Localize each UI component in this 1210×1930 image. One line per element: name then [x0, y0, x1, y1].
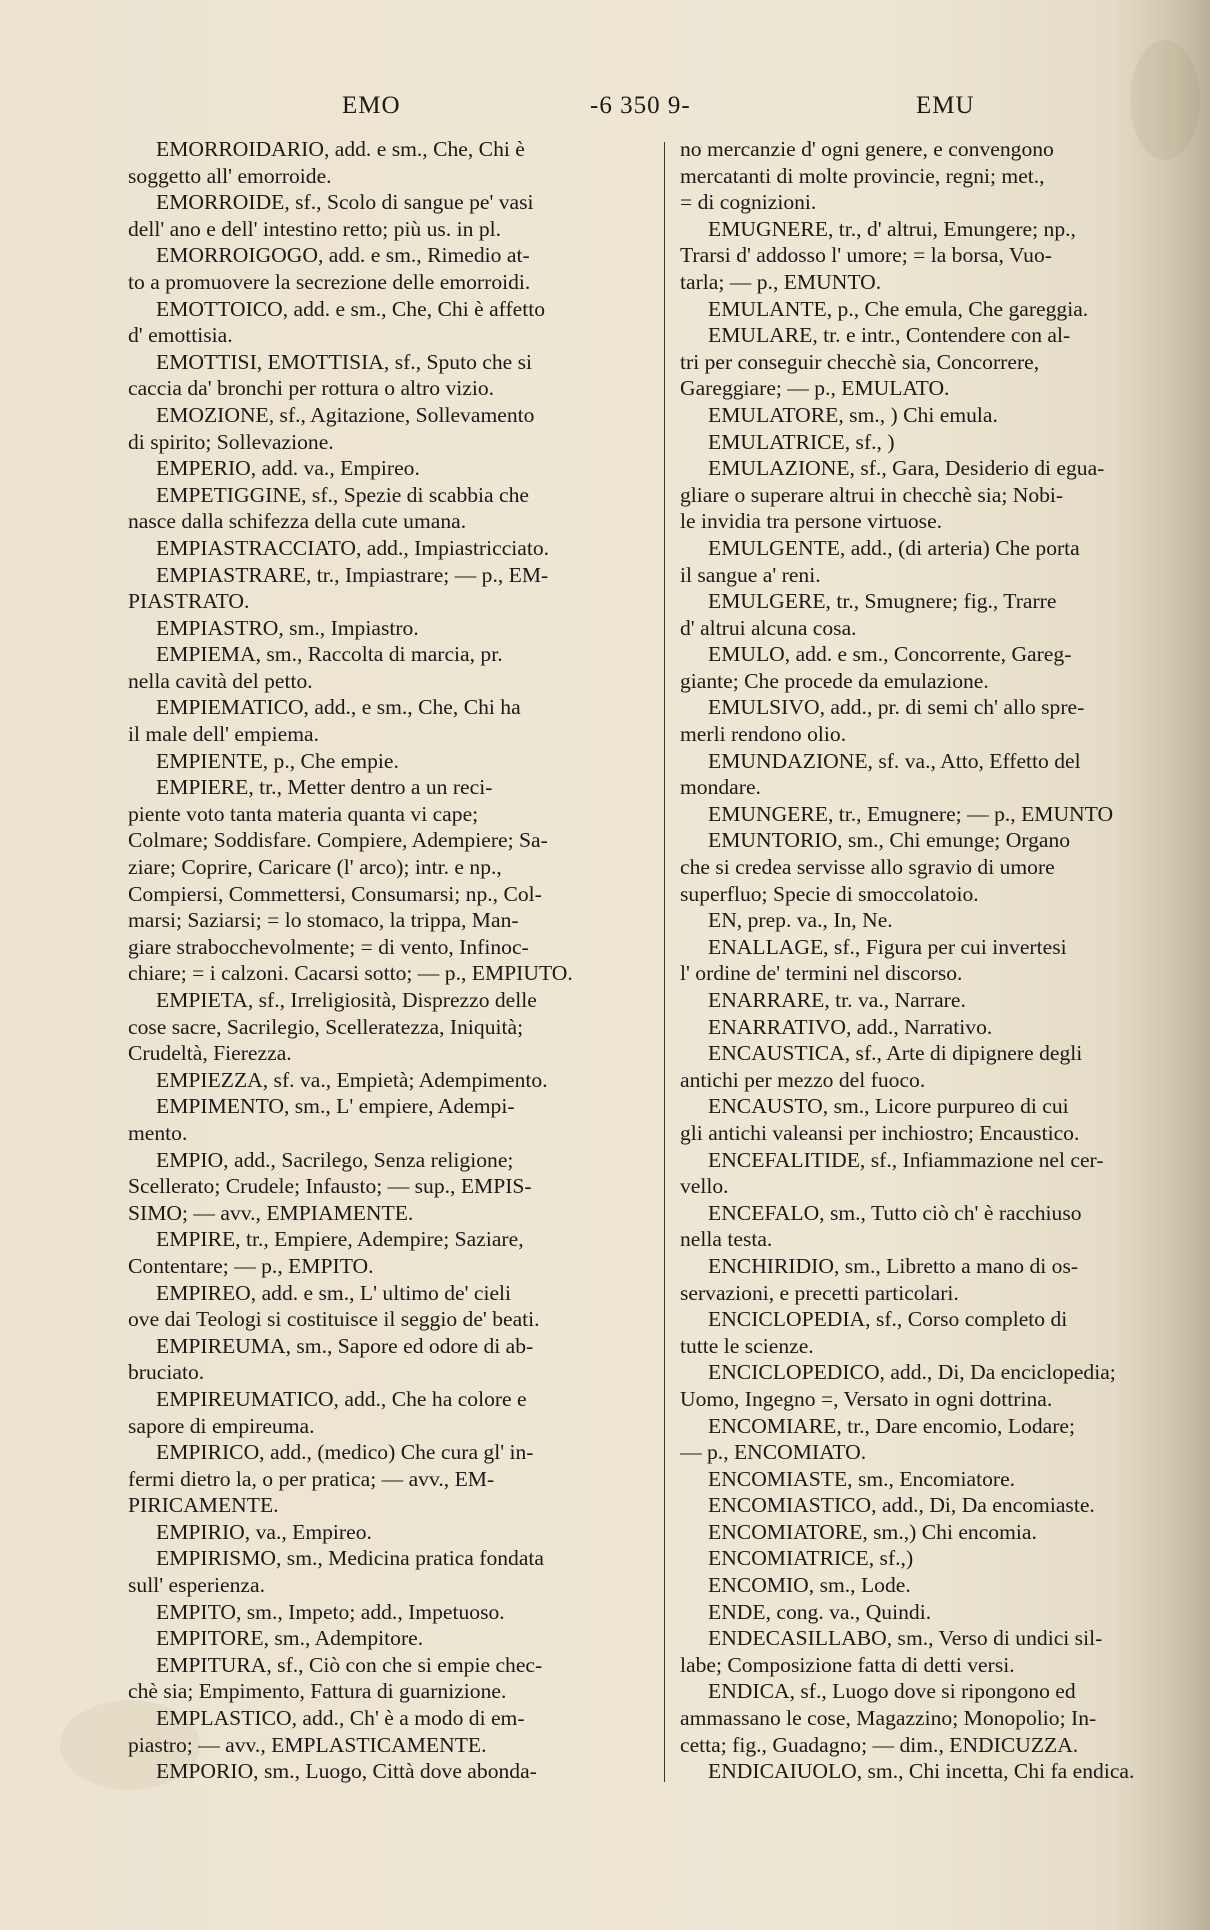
entry-line: = di cognizioni. [680, 190, 817, 215]
entry-line: antichi per mezzo del fuoco. [680, 1067, 926, 1092]
entry-line: ENCICLOPEDICO, add., Di, Da enciclopedia; [708, 1360, 1116, 1385]
entry-line: labe; Composizione fatta di detti versi. [680, 1652, 1015, 1677]
entry-line: ENCOMIATORE, sm.,) Chi encomia. [708, 1519, 1037, 1544]
entry-line: giare strabocchevolmente; = di vento, Infinoc- [128, 934, 529, 959]
entry-line: Crudeltà, Fierezza. [128, 1041, 292, 1066]
entry-line: ENARRARE, tr. va., Narrare. [708, 988, 966, 1012]
entry-line: di spirito; Sollevazione. [128, 429, 334, 454]
entry-line: SIMO; — avv., EMPIAMENTE. [128, 1200, 414, 1225]
entry-line: EMUGNERE, tr., d' altrui, Emungere; np., [708, 216, 1076, 241]
entry-line: EMORROIDE, sf., Scolo di sangue pe' vasi [156, 190, 534, 215]
entry-line: Scellerato; Crudele; Infausto; — sup., EMPIS- [128, 1174, 532, 1199]
entry-line: ENDE, cong. va., Quindi. [708, 1599, 932, 1624]
entry-line: marsi; Saziarsi; = lo stomaco, la trippa, Man- [128, 908, 519, 933]
entry-line: EMPIERE, tr., Metter dentro a un reci- [156, 775, 493, 800]
entry-line: vello. [680, 1174, 729, 1199]
entry-line: nasce dalla schifezza della cute umana. [128, 509, 467, 534]
entry-line: Compiersi, Commettersi, Consumarsi; np., Col- [128, 881, 542, 906]
entry-line: ENCEFALO, sm., Tutto ciò ch' è racchiuso [708, 1200, 1082, 1225]
entry-line: tri per conseguir checchè sia, Concorrere, [680, 349, 1040, 374]
entry-line: l' ordine de' termini nel discorso. [680, 961, 963, 986]
entry-line: EMPIRISMO, sm., Medicina pratica fondata [156, 1546, 545, 1571]
entry-line: il sangue a' reni. [680, 562, 821, 587]
header-left-word: EMO [342, 92, 401, 119]
entry-line: mercatanti di molte provincie, regni; met., [680, 163, 1045, 188]
entry-line: ENCOMIATRICE, sf.,) [708, 1546, 914, 1571]
entry-line: giante; Che procede da emulazione. [680, 668, 989, 693]
entry-line: dell' ano e dell' intestino retto; più us. in pl. [128, 216, 502, 241]
entry-line: ENDICAIUOLO, sm., Chi incetta, Chi fa endica. [708, 1759, 1135, 1784]
entry-line: PIRICAMENTE. [128, 1493, 279, 1518]
entry-line: che si credea servisse allo sgravio di umore [680, 855, 1055, 880]
entry-line: mondare. [680, 775, 761, 800]
entry-line: EN, prep. va., In, Ne. [708, 908, 893, 933]
entry-line: ENARRATIVO, add., Narrativo. [708, 1014, 993, 1039]
entry-line: ENCEFALITIDE, sf., Infiammazione nel cer- [708, 1147, 1104, 1172]
entry-line: EMULANTE, p., Che emula, Che gareggia. [708, 296, 1089, 321]
entry-line: chè sia; Empimento, Fattura di guarnizione. [128, 1679, 507, 1704]
entry-line: EMOTTISI, EMOTTISIA, sf., Sputo che si [156, 349, 533, 374]
right-column [680, 136, 1180, 1785]
entry-line: ENCAUSTICA, sf., Arte di dipignere degli [708, 1041, 1083, 1066]
entry-line: d' altrui alcuna cosa. [680, 615, 857, 640]
entry-line: d' emottisia. [128, 323, 233, 348]
entry-line: EMUNDAZIONE, sf. va., Atto, Effetto del [708, 748, 1081, 773]
entry-line: bruciato. [128, 1360, 205, 1385]
entry-line: EMPIO, add., Sacrilego, Senza religione; [156, 1147, 514, 1172]
entry-line: EMUNGERE, tr., Emugnere; — p., EMUNTO [708, 801, 1114, 826]
entry-line: chiare; = i calzoni. Cacarsi sotto; — p., EMPIUTO. [128, 961, 573, 986]
entry-line: merli rendono olio. [680, 722, 847, 747]
entry-line: EMPIEMATICO, add., e sm., Che, Chi ha [156, 695, 521, 720]
entry-line: EMULARE, tr. e intr., Contendere con al- [708, 323, 1071, 348]
entry-line: il male dell' empiema. [128, 722, 319, 747]
entry-line: sapore di empireuma. [128, 1413, 315, 1438]
entry-line: fermi dietro la, o per pratica; — avv., EM- [128, 1466, 495, 1491]
entry-line: EMPIEZZA, sf. va., Empietà; Adempimento. [156, 1067, 548, 1092]
entry-line: EMPIASTRACCIATO, add., Impiastricciato. [156, 535, 550, 560]
entry-line: cose sacre, Sacrilegio, Scelleratezza, Iniquità; [128, 1014, 524, 1039]
entry-line: EMPITO, sm., Impeto; add., Impetuoso. [156, 1599, 505, 1624]
entry-line: ENCHIRIDIO, sm., Libretto a mano di os- [708, 1253, 1079, 1278]
left-column [128, 136, 650, 1785]
entry-line: servazioni, e precetti particolari. [680, 1280, 959, 1305]
entry-line: le invidia tra persone virtuose. [680, 509, 943, 534]
entry-line: EMORROIDARIO, add. e sm., Che, Chi è [156, 137, 525, 161]
entry-line: EMPORIO, sm., Luogo, Città dove abonda- [156, 1759, 537, 1784]
entry-line: ENDECASILLABO, sm., Verso di undici sil- [708, 1626, 1103, 1651]
entry-line: EMPIREUMA, sm., Sapore ed odore di ab- [156, 1333, 534, 1358]
entry-line: gliare o superare altrui in checchè sia; Nobi- [680, 482, 1064, 507]
entry-line: EMPIASTRARE, tr., Impiastrare; — p., EM- [156, 562, 549, 587]
entry-line: nella cavità del petto. [128, 668, 313, 693]
entry-line: superfluo; Specie di smoccolatoio. [680, 881, 979, 906]
entry-line: tarla; — p., EMUNTO. [680, 269, 882, 294]
entry-line: — p., ENCOMIATO. [680, 1440, 867, 1465]
entry-line: ENCOMIASTICO, add., Di, Da encomiaste. [708, 1493, 1095, 1518]
entry-line: mento. [128, 1120, 188, 1145]
entry-line: EMPIASTRO, sm., Impiastro. [156, 615, 419, 640]
entry-line: EMPIREUMATICO, add., Che ha colore e [156, 1386, 527, 1411]
entry-line: PIASTRATO. [128, 589, 250, 614]
entry-line: EMPIMENTO, sm., L' empiere, Adempi- [156, 1094, 515, 1119]
entry-line: ENALLAGE, sf., Figura per cui invertesi [708, 934, 1067, 959]
entry-line: EMOZIONE, sf., Agitazione, Sollevamento [156, 402, 535, 427]
entry-line: to a promuovere la secrezione delle emorroidi. [128, 269, 531, 294]
running-header [0, 92, 1210, 132]
entry-line: EMULATORE, sm., ) Chi emula. [708, 402, 998, 427]
entry-line: Uomo, Ingegno =, Versato in ogni dottrina. [680, 1386, 1053, 1411]
entry-line: Contentare; — p., EMPITO. [128, 1253, 374, 1278]
entry-line: caccia da' bronchi per rottura o altro vizio. [128, 376, 495, 401]
entry-line: ENCICLOPEDIA, sf., Corso completo di [708, 1307, 1068, 1332]
entry-line: EMULGERE, tr., Smugnere; fig., Trarre [708, 589, 1057, 614]
entry-line: EMPIRIO, va., Empireo. [156, 1519, 372, 1544]
entry-line: ammassano le cose, Magazzino; Monopolio; In- [680, 1706, 1097, 1731]
entry-line: EMUNTORIO, sm., Chi emunge; Organo [708, 828, 1071, 853]
entry-line: Gareggiare; — p., EMULATO. [680, 376, 950, 401]
entry-line: EMPITORE, sm., Adempitore. [156, 1626, 424, 1651]
entry-line: ENCAUSTO, sm., Licore purpureo di cui [708, 1094, 1069, 1119]
entry-line: EMPIRICO, add., (medico) Che cura gl' in- [156, 1440, 534, 1465]
entry-line: EMULAZIONE, sf., Gara, Desiderio di egua- [708, 456, 1105, 481]
entry-line: Colmare; Soddisfare. Compiere, Adempiere; Sa- [128, 828, 548, 853]
entry-line: tutte le scienze. [680, 1333, 814, 1358]
entry-line: ENCOMIASTE, sm., Encomiatore. [708, 1466, 1016, 1491]
entry-line: nella testa. [680, 1227, 773, 1252]
entry-line: EMOTTOICO, add. e sm., Che, Chi è affetto [156, 296, 546, 321]
entry-line: EMPIENTE, p., Che empie. [156, 748, 399, 773]
entry-line: EMULGENTE, add., (di arteria) Che porta [708, 535, 1080, 560]
entry-line: sull' esperienza. [128, 1573, 265, 1598]
entry-line: Trarsi d' addosso l' umore; = la borsa, Vuo- [680, 243, 1052, 268]
entry-line: soggetto all' emorroide. [128, 163, 332, 188]
entry-line: EMULATRICE, sf., ) [708, 429, 895, 454]
entry-line: piente voto tanta materia quanta vi cape; [128, 801, 479, 826]
entry-line: EMPLASTICO, add., Ch' è a modo di em- [156, 1706, 525, 1731]
entry-line: EMPIREO, add. e sm., L' ultimo de' cieli [156, 1280, 512, 1305]
entry-line: cetta; fig., Guadagno; — dim., ENDICUZZA. [680, 1732, 1079, 1757]
entry-line: EMPERIO, add. va., Empireo. [156, 456, 420, 481]
entry-line: no mercanzie d' ogni genere, e convengono [680, 137, 1054, 161]
entry-line: EMPIEMA, sm., Raccolta di marcia, pr. [156, 642, 503, 667]
entry-line: piastro; — avv., EMPLASTICAMENTE. [128, 1732, 487, 1757]
entry-line: EMPITURA, sf., Ciò con che si empie chec- [156, 1652, 543, 1677]
entry-line: EMULO, add. e sm., Concorrente, Gareg- [708, 642, 1072, 667]
entry-line: EMPIRE, tr., Empiere, Adempire; Saziare, [156, 1227, 524, 1252]
entry-line: ENCOMIO, sm., Lode. [708, 1573, 911, 1598]
entry-line: EMPIETA, sf., Irreligiosità, Disprezzo delle [156, 988, 537, 1012]
column-divider [664, 142, 665, 1782]
entry-line: EMULSIVO, add., pr. di semi ch' allo spre- [708, 695, 1085, 720]
entry-line: ziare; Coprire, Caricare (l' arco); intr. e np., [128, 855, 502, 880]
page-number: -6 350 9- [590, 92, 691, 119]
header-right-word: EMU [916, 92, 975, 119]
entry-line: ENCOMIARE, tr., Dare encomio, Lodare; [708, 1413, 1075, 1438]
entry-line: ENDICA, sf., Luogo dove si ripongono ed [708, 1679, 1076, 1704]
entry-line: gli antichi valeansi per inchiostro; Encaustico. [680, 1120, 1080, 1145]
entry-line: EMORROIGOGO, add. e sm., Rimedio at- [156, 243, 530, 268]
entry-line: EMPETIGGINE, sf., Spezie di scabbia che [156, 482, 529, 507]
entry-line: ove dai Teologi si costituisce il seggio de' beati. [128, 1307, 540, 1332]
